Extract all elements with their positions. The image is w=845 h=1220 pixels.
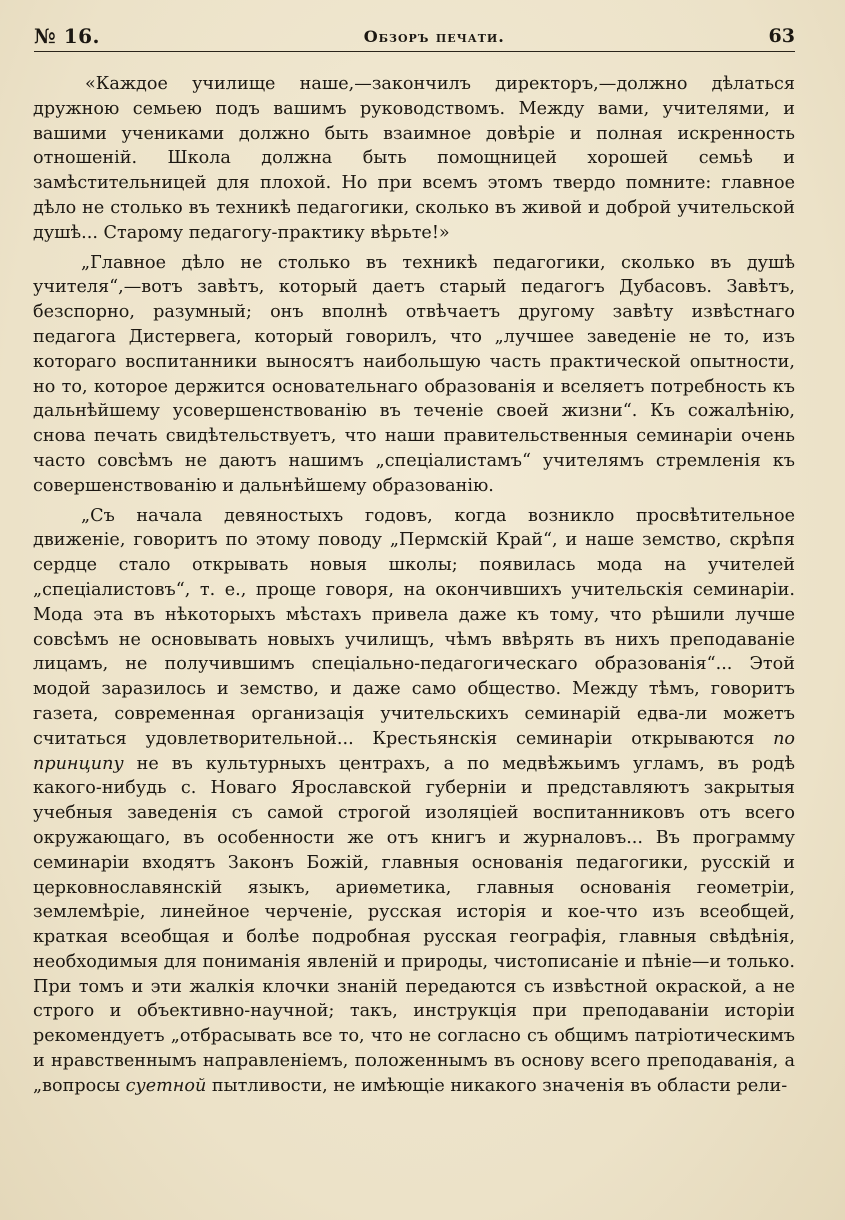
paragraph-3-text-b: не въ культурныхъ центрахъ, а по медвѣжьимъ угламъ, въ родѣ какого-нибудь с. Новаго Ярославской губерніи и представляютъ закрытыя учебныя заведенія съ самой строгой изоляціей воспитанниковъ отъ всего окружающаго, въ особенности же отъ книгъ и журналовъ... Въ программу семинаріи входятъ Законъ Божій, главныя основанія педагогики, русскій и церковнославянскій языкъ, ариѳметика, главныя основанія геометріи, землемѣріе, линейное черченіе, русская исторія и кое-что изъ всеобщей, краткая всеобщая и болѣе подробная русская географія, главныя свѣдѣнія, необходимыя для пониманія явленій и природы, чистописаніе и пѣніе—и только. При томъ и эти жалкія клочки знаній передаются съ извѣстной окраской, а не строго и объективно-научной; такъ, инструкція при преподаваніи исторіи рекомендуетъ „отбрасывать все то, что не согласно съ общимъ патріотическимъ и нравственнымъ направленіемъ, положеннымъ въ основу всего преподаванія, а „вопросы <box>33 753 795 1096</box>
header-rule <box>34 51 795 52</box>
paragraph-1-text: «Каждое училище наше,—закончилъ директоръ,—должно дѣлаться дружною семьею подъ вашимъ руководствомъ. Между вами, учителями, и вашими учениками должно быть взаимное довѣріе и полная искренность отношеній. Школа должна быть помощницей хорошей семьѣ и замѣстительницей для плохой. Но при всемъ этомъ твердо помните: главное дѣло не столько въ техникѣ педагогики, сколько въ живой и доброй учительской душѣ... Старому педагогу-практику вѣрьте!» <box>33 74 795 243</box>
paragraph-3 <box>33 504 795 1099</box>
running-header <box>34 22 795 50</box>
paragraph-1 <box>33 72 795 246</box>
body-text <box>33 72 795 1099</box>
paragraph-3-text-a: „Съ начала девяностыхъ годовъ, когда возникло просвѣтительное движеніе, говоритъ по этому поводу „Пермскій Край“, и наше земство, скрѣпя сердце стало открывать новыя школы; появилась мода на учителей „спеціалистовъ“, т. е., проще говоря, на окончившихъ учительскія семинаріи. Мода эта въ нѣкоторыхъ мѣстахъ привела даже къ тому, что рѣшили лучше совсѣмъ не основывать новыхъ училищъ, чѣмъ ввѣрять въ нихъ преподаваніе лицамъ, не получившимъ спеціально-педагогическаго образованія“... Этой модой заразилось и земство, и даже само общество. Между тѣмъ, говоритъ газета, современная организація учительскихъ семинарій едва-ли можетъ считаться удовлетворительной... Крестьянскія семинаріи открываются <box>33 505 795 749</box>
paragraph-2-text: „Главное дѣло не столько въ техникѣ педагогики, сколько въ душѣ учителя“,—вотъ завѣтъ, который даетъ старый педагогъ Дубасовъ. Завѣтъ, безспорно, разумный; онъ вполнѣ отвѣчаетъ другому завѣту извѣстнаго педагога Дистервега, который говорилъ, что „лучшее заведеніе не то, изъ котораго воспитанники выносятъ наибольшую часть практической опытности, но то, которое держится основательнаго образованія и вселяетъ потребность къ дальнѣйшему усовершенствованію въ теченіе своей жизни“. Къ сожалѣнію, снова печать свидѣтельствуетъ, что наши правительственныя семинаріи очень часто совсѣмъ не даютъ нашимъ „спеціалистамъ“ учителямъ стремленія къ совершенствованію и дальнѣйшему образованію. <box>33 252 795 496</box>
paragraph-3-text-c: пытливости, не имѣющіе никакого значенія въ области рели- <box>206 1075 788 1096</box>
paragraph-3-italic-a: по принципу <box>33 728 795 774</box>
page-number: 63 <box>768 25 795 47</box>
section-title: Обзоръ печати. <box>363 26 505 46</box>
paragraph-2 <box>33 251 795 499</box>
issue-number: № 16. <box>34 24 100 48</box>
paragraph-3-italic-b: суетной <box>125 1075 207 1096</box>
